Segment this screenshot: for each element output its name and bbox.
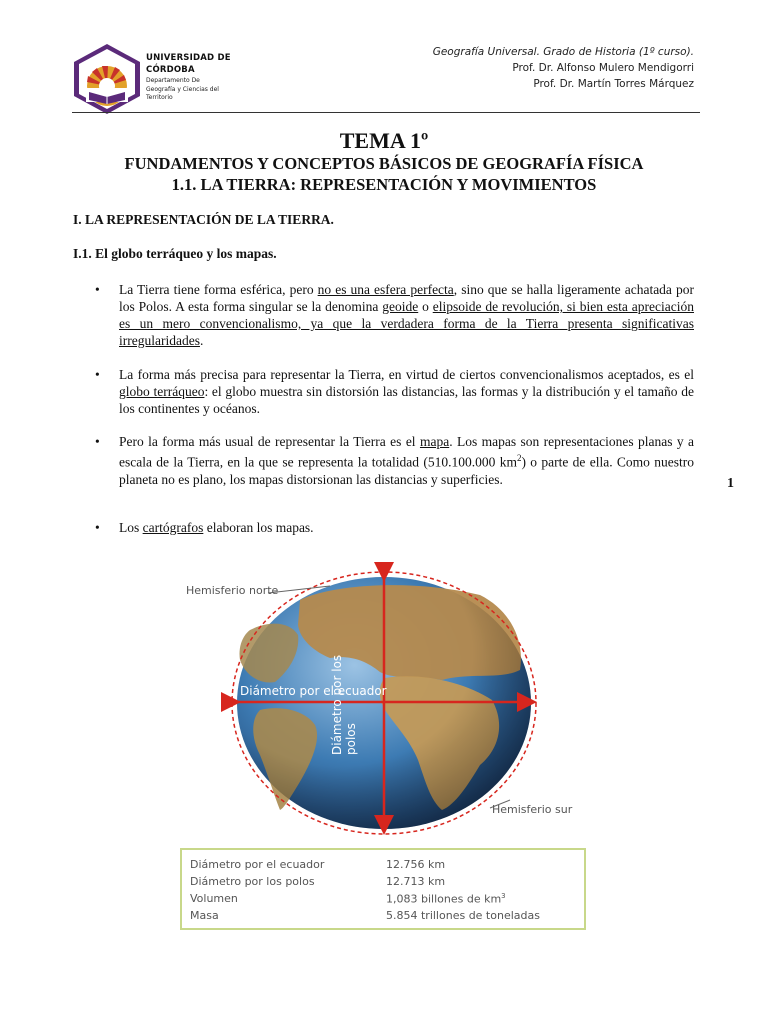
earth-data-table xyxy=(180,848,586,930)
department-line1: Departamento De xyxy=(146,77,200,84)
b1-part2: , sino que se halla ligeramente achatada por los Polos. A esta forma singular se la denomina xyxy=(119,282,694,314)
bullet-4-marker: • xyxy=(95,520,100,535)
table-key: Diámetro por los polos xyxy=(190,875,315,888)
university-name-line2: CÓRDOBA xyxy=(146,65,195,75)
table-key: Diámetro por el ecuador xyxy=(190,858,325,871)
b3-part2: . Los mapas son representaciones planas y a escala de la Tierra, en la que se representa la totalidad (510.100.000 km xyxy=(119,434,694,470)
b2-underline-1: globo terráqueo xyxy=(119,384,205,399)
table-row xyxy=(190,858,580,874)
table-key: Volumen xyxy=(190,892,238,905)
table-value: 12.713 km xyxy=(386,875,446,888)
table-value: 1,083 billones de $km^3$ xyxy=(386,892,506,906)
tema-subtitle-2: 1.1. LA TIERRA: REPRESENTACIÓN Y MOVIMIENTOS xyxy=(171,175,597,194)
bullet-2-marker: • xyxy=(95,367,100,382)
b3-part1: Pero la forma más usual de representar la Tierra es el xyxy=(119,434,420,449)
b1-underline-3: elipsoide de revolución, si bien esta apreciación es un mero convencionalismo, ya que la verdadera forma de la Tierra presenta significativas irregularidades xyxy=(119,299,694,348)
b1-underline-2: geoide xyxy=(382,299,419,314)
bullet-4-text xyxy=(119,519,694,536)
bullet-1-marker: • xyxy=(95,282,100,297)
table-value: 12.756 km xyxy=(386,858,446,871)
section-heading: I. LA REPRESENTACIÓN DE LA TIERRA. xyxy=(73,212,334,227)
table-key: Masa xyxy=(190,909,219,922)
b1-part3: o xyxy=(418,299,433,314)
b1-part4: . xyxy=(199,333,204,348)
label-diametro-ecuador: Diámetro por el ecuador xyxy=(240,684,387,698)
b3-part3: ) o parte de ella. Como nuestro planeta no es plano, los mapas distorsionan las distancias y superficies. xyxy=(119,454,695,487)
department-name xyxy=(146,77,219,103)
table-value: 5.854 trillones de toneladas xyxy=(386,909,540,922)
department-line2: Geografía y Ciencias del xyxy=(146,85,219,93)
b4-part1: Los xyxy=(119,520,143,535)
header-course-info xyxy=(433,44,694,92)
tema-subtitle-1: FUNDAMENTOS Y CONCEPTOS BÁSICOS DE GEOGRAFÍA FÍSICA xyxy=(124,154,644,173)
label-hemisferio-sur: Hemisferio sur xyxy=(492,803,573,816)
b3-superscript: 2 xyxy=(516,453,522,463)
b3-underline-1: mapa xyxy=(419,434,450,449)
b1-underline-1: no es una esfera perfecta xyxy=(317,282,454,297)
b4-underline-1: cartógrafos xyxy=(142,520,204,535)
label-hemisferio-norte: Hemisferio norte xyxy=(186,584,279,597)
bullet-3-text xyxy=(119,433,694,488)
university-logo xyxy=(72,42,142,116)
table-row xyxy=(190,909,580,925)
professor-2: Prof. Dr. Martín Torres Márquez xyxy=(533,78,694,90)
department-line3: Territorio xyxy=(146,94,173,101)
bullet-1-text xyxy=(119,281,694,349)
bullet-3-marker: • xyxy=(95,434,100,449)
table-row xyxy=(190,892,580,908)
tema-title: TEMA 1º xyxy=(339,128,429,153)
table-row xyxy=(190,875,580,891)
header-divider xyxy=(72,112,700,113)
professor-1: Prof. Dr. Alfonso Mulero Mendigorri xyxy=(512,62,694,74)
b2-part2: : el globo muestra sin distorsión las distancias, las formas y la distribución y el tamaño de los continentes y océanos. xyxy=(119,384,695,416)
course-title: Geografía Universal. Grado de Historia (1º curso). xyxy=(432,46,694,58)
b2-part1: La forma más precisa para representar la Tierra, en virtud de ciertos convencionalismos aceptados, es el xyxy=(119,367,694,382)
university-name xyxy=(146,52,231,76)
b4-part2: elaboran los mapas. xyxy=(203,520,314,535)
subsection-heading: I.1. El globo terráqueo y los mapas. xyxy=(73,246,277,261)
bullet-2-text xyxy=(119,366,694,417)
university-name-line1: UNIVERSIDAD DE xyxy=(146,53,231,63)
label-diametro-polos: Diámetro por los polos xyxy=(330,654,358,755)
page-number: 1 xyxy=(727,476,734,491)
b1-part1: La Tierra tiene forma esférica, pero xyxy=(119,282,318,297)
